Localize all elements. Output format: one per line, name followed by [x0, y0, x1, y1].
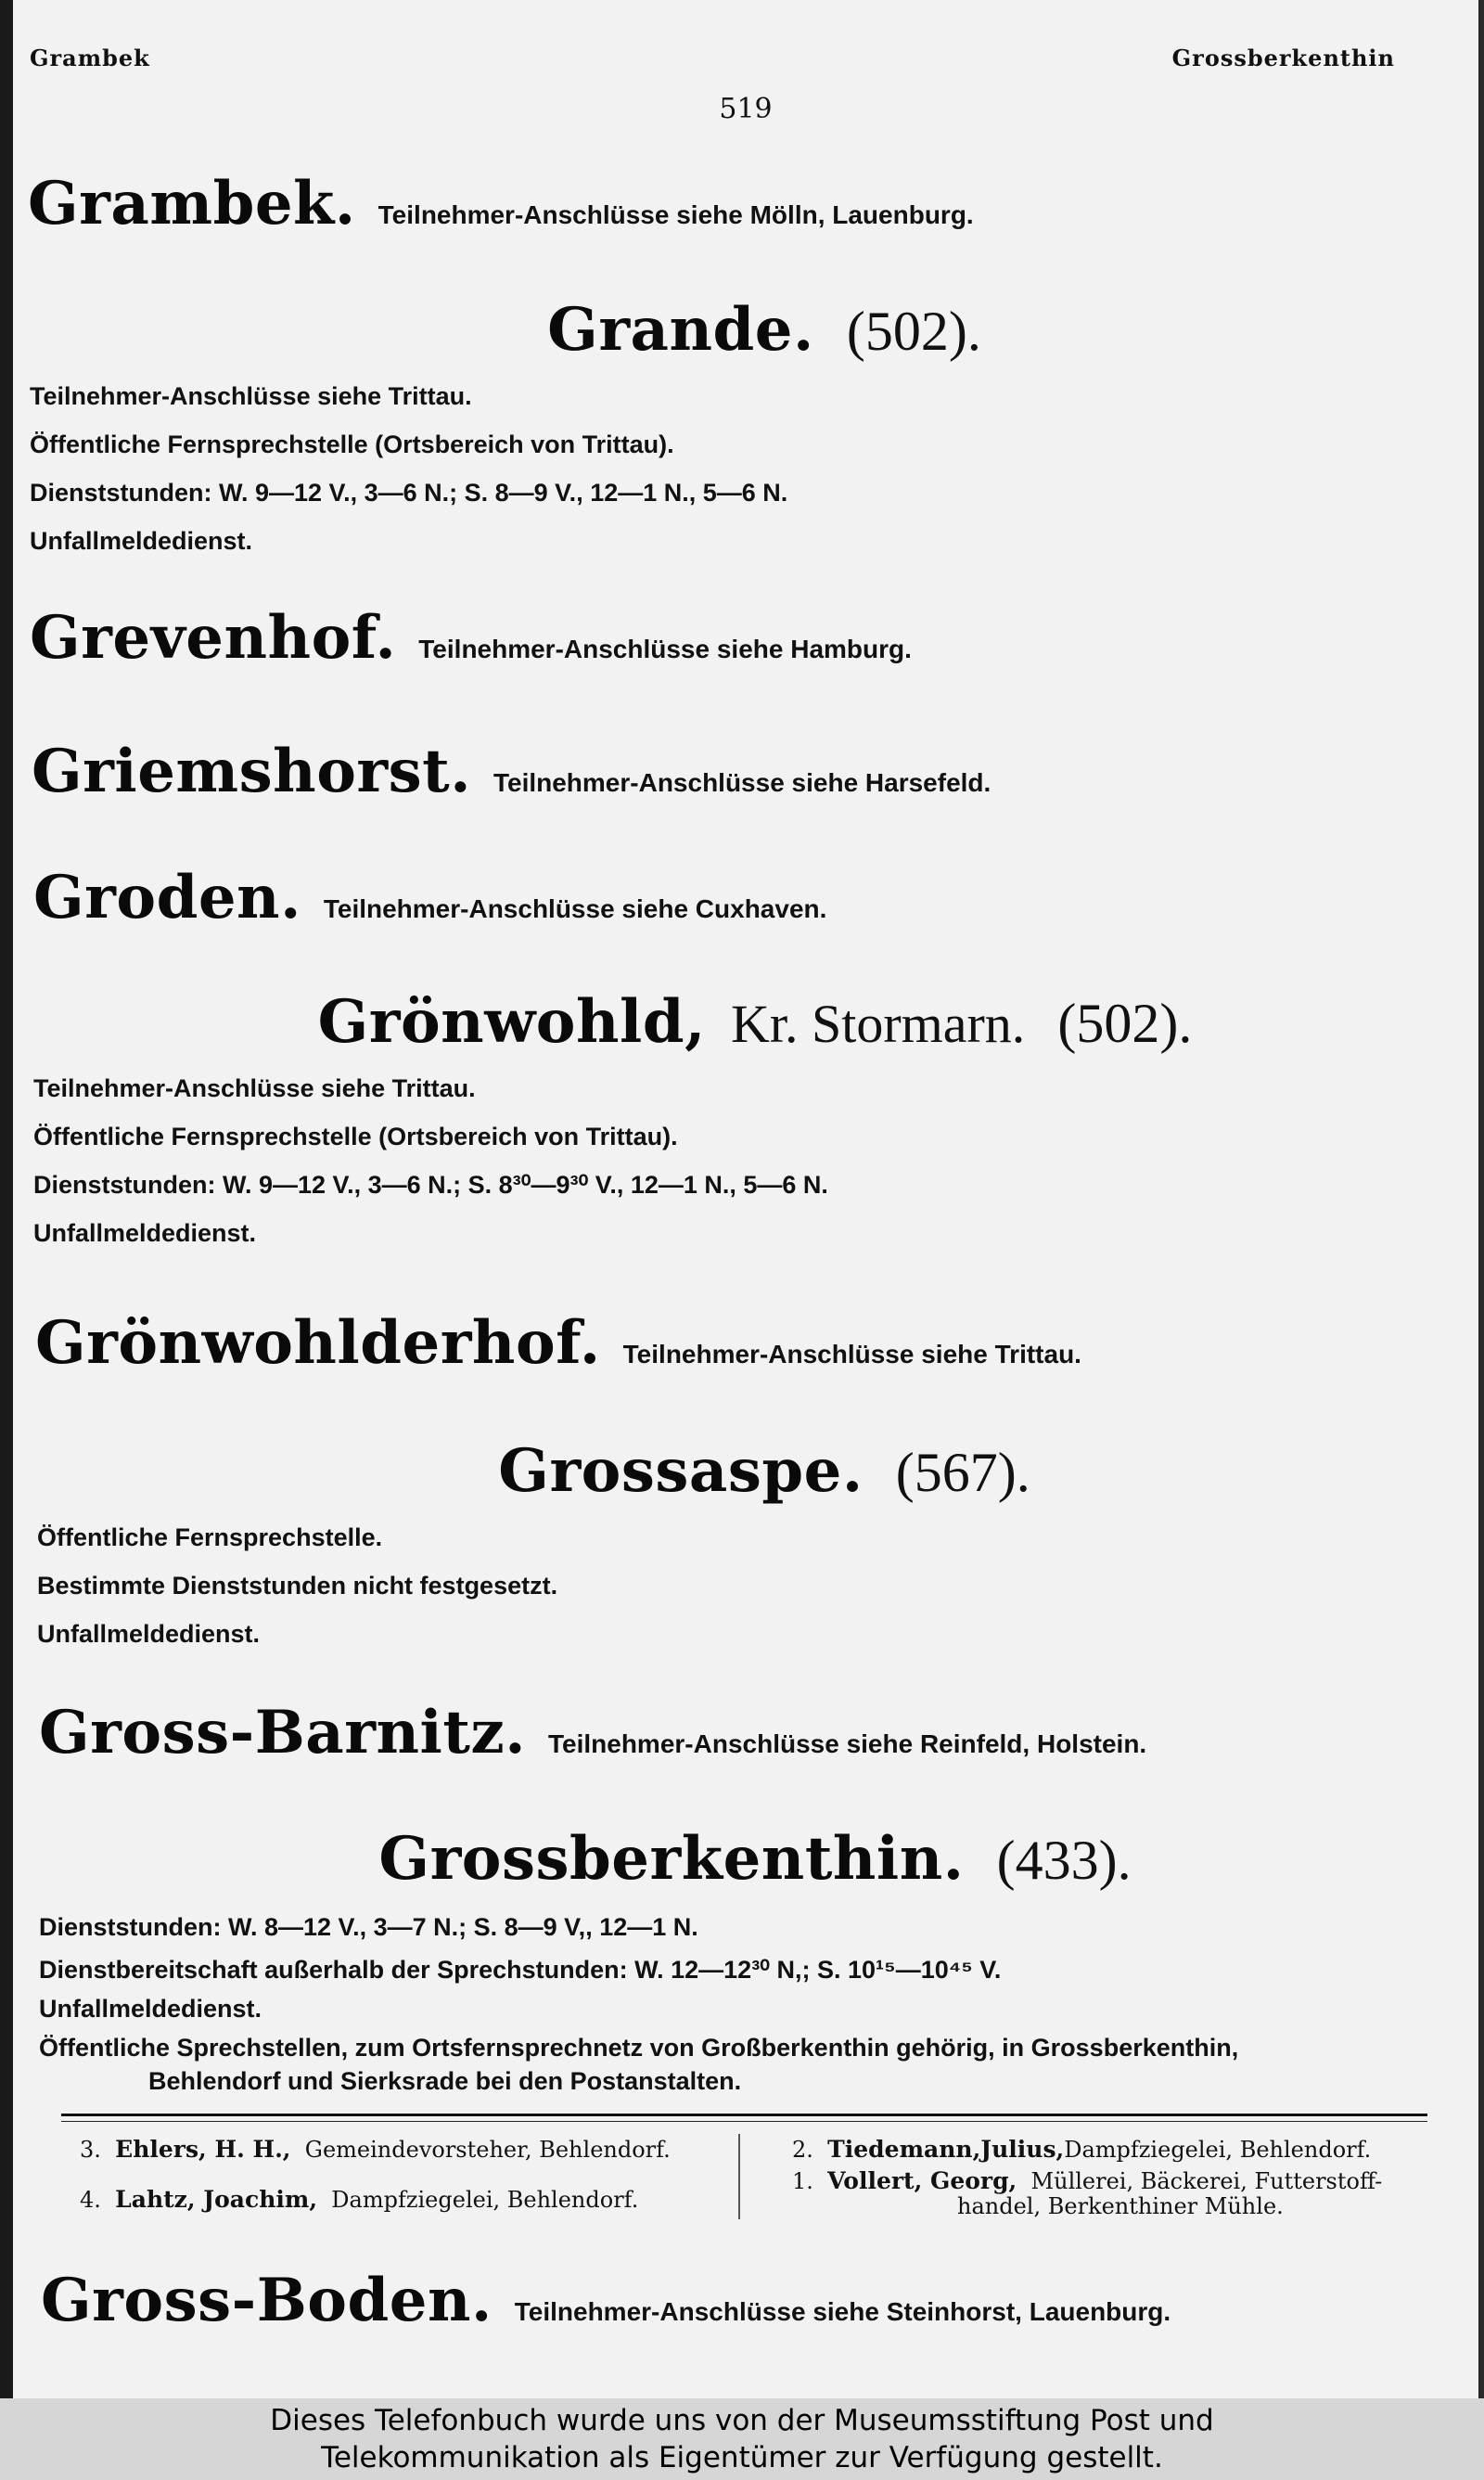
groenwohld-line-2: Öffentliche Fernsprechstelle (Ortsbereich von Trittau). [33, 1123, 678, 1150]
entry-grossaspe-heading [13, 1436, 1478, 1506]
entry-grossberkenthin-heading [13, 1824, 1478, 1894]
entry-grevenhof [30, 603, 912, 673]
entry-groden [33, 863, 826, 932]
subscriber-rule-top-thin [61, 2121, 1427, 2122]
subscriber-desc: Müllerei, Bäckerei, Futterstoff- [1030, 2168, 1383, 2194]
grossberkenthin-line-4b: Behlendorf und Sierksrade bei den Postanstalten. [148, 2067, 742, 2095]
subscriber-row [792, 2167, 1382, 2194]
entry-name: Gross-Barnitz. [39, 1698, 526, 1767]
grande-line-1: Teilnehmer-Anschlüsse siehe Trittau. [30, 382, 472, 410]
column-divider [738, 2134, 740, 2219]
entry-name: Gross-Boden. [41, 2266, 493, 2335]
entry-code: (502). [1057, 993, 1193, 1054]
entry-grambek [28, 169, 974, 238]
grossberkenthin-line-4a: Öffentliche Sprechstellen, zum Ortsfernsprechnetz von Großberkenthin gehörig, in Grossberkenthin, [39, 2034, 1239, 2062]
entry-note: Teilnehmer-Anschlüsse siehe Trittau. [622, 1340, 1081, 1368]
entry-name: Grambek. [28, 169, 356, 238]
entry-code: (433). [996, 1830, 1132, 1891]
subscriber-name: Tiedemann,Julius, [827, 2136, 1065, 2163]
entry-kreis: Kr. Stormarn. [730, 994, 1026, 1054]
entry-name: Grevenhof. [30, 603, 397, 673]
subscriber-name: Lahtz, Joachim, [115, 2186, 318, 2213]
entry-name: Grossaspe. [498, 1436, 864, 1506]
entry-name: Groden. [33, 863, 301, 932]
subscriber-name: Vollert, Georg, [827, 2167, 1017, 2194]
grossaspe-line-1: Öffentliche Fernsprechstelle. [37, 1523, 383, 1551]
entry-name: Grönwohld, [317, 987, 706, 1057]
entry-gross-barnitz [39, 1698, 1146, 1767]
grossaspe-line-3: Unfallmeldedienst. [37, 1620, 261, 1648]
archive-footer [0, 2398, 1484, 2480]
subscriber-number: 1. [792, 2168, 813, 2194]
subscriber-number: 2. [792, 2137, 813, 2163]
entry-note: Teilnehmer-Anschlüsse siehe Cuxhaven. [323, 894, 827, 923]
groenwohld-line-3: Dienststunden: W. 9—12 V., 3—6 N.; S. 8³⁰—9³⁰ V., 12—1 N., 5—6 N. [33, 1171, 828, 1199]
entry-griemshorst [32, 737, 991, 806]
subscriber-desc: Gemeindevorsteher, Behlendorf. [304, 2137, 671, 2163]
grossberkenthin-line-1: Dienststunden: W. 8—12 V., 3—7 N.; S. 8—9 V,, 12—1 N. [39, 1913, 698, 1941]
entry-note: Teilnehmer-Anschlüsse siehe Steinhorst, Lauenburg. [514, 2297, 1171, 2326]
subscriber-desc-continued: handel, Berkenthiner Mühle. [957, 2193, 1284, 2219]
grande-line-4: Unfallmeldedienst. [30, 527, 253, 555]
subscriber-desc: Dampfziegelei, Behlendorf. [331, 2187, 639, 2213]
grande-line-3: Dienststunden: W. 9—12 V., 3—6 N.; S. 8—9 V., 12—1 N., 5—6 N. [30, 479, 788, 507]
entry-name: Grönwohlderhof. [35, 1308, 601, 1378]
subscriber-name: Ehlers, H. H., [115, 2136, 291, 2163]
subscriber-desc: Dampfziegelei, Behlendorf. [1064, 2137, 1372, 2163]
groenwohld-line-1: Teilnehmer-Anschlüsse siehe Trittau. [33, 1074, 476, 1102]
footer-line-1: Dieses Telefonbuch wurde uns von der Museumsstiftung Post und [270, 2404, 1214, 2437]
entry-note: Teilnehmer-Anschlüsse siehe Mölln, Lauenburg. [377, 200, 974, 229]
subscriber-row [80, 2186, 638, 2213]
entry-name: Grossberkenthin. [378, 1824, 965, 1894]
entry-groenwohld-heading [13, 987, 1478, 1057]
groenwohld-line-4: Unfallmeldedienst. [33, 1219, 257, 1247]
entry-grande-heading [13, 295, 1478, 365]
subscriber-row [792, 2136, 1371, 2163]
entry-code: (567). [895, 1442, 1030, 1503]
entry-gross-boden [41, 2266, 1171, 2335]
subscriber-number: 4. [80, 2187, 101, 2213]
entry-note: Teilnehmer-Anschlüsse siehe Reinfeld, Holstein. [548, 1729, 1147, 1758]
entry-groenwohlderhof [35, 1308, 1081, 1378]
grossberkenthin-line-3: Unfallmeldedienst. [39, 1995, 262, 2023]
entry-note: Teilnehmer-Anschlüsse siehe Harsefeld. [493, 768, 991, 797]
entry-name: Grande. [547, 295, 814, 365]
subscriber-rule-top [61, 2114, 1427, 2116]
footer-line-2: Telekommunikation als Eigentümer zur Verfügung gestellt. [321, 2441, 1163, 2474]
grossaspe-line-2: Bestimmte Dienststunden nicht festgesetzt. [37, 1572, 558, 1600]
entry-name: Griemshorst. [32, 737, 471, 806]
subscriber-number: 3. [80, 2137, 101, 2163]
grande-line-2: Öffentliche Fernsprechstelle (Ortsbereich von Trittau). [30, 430, 674, 458]
page-number: 519 [719, 93, 773, 125]
entry-code: (502). [846, 301, 981, 362]
entry-note: Teilnehmer-Anschlüsse siehe Hamburg. [418, 635, 912, 663]
subscriber-row [80, 2136, 671, 2163]
grossberkenthin-line-2: Dienstbereitschaft außerhalb der Sprechstunden: W. 12—12³⁰ N,; S. 10¹⁵—10⁴⁵ V. [39, 1956, 1002, 1984]
running-head-left: Grambek [30, 45, 150, 71]
running-head-right: Grossberkenthin [1171, 45, 1395, 71]
